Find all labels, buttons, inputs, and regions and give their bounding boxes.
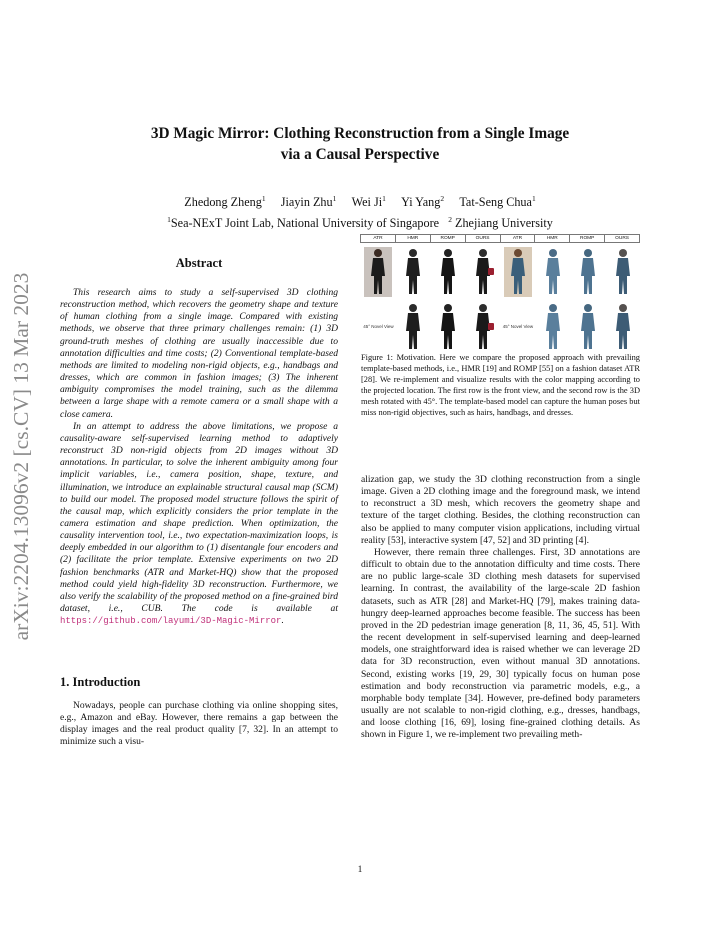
arxiv-stamp xyxy=(6,244,36,669)
abstract-paragraph-1: This research aims to study a self-supervised 3D clothing reconstruction method, which recovers the geometry shape and texture of human clothing from a single image. Compared with existing methods, we observe that three primary challenges remain: (1) 3D ground-truth meshes of clothing are usually inaccessible due to annotation difficulties and time costs; (2) Conventional template-based methods are limited to modeling non-rigid objects, e.g., handbags and dresses, which are common in fashion images; (3) The inherent ambiguity compromises the model training, such as the dilemma between a large shape with a remote camera or a small shape with a close camera. xyxy=(60,287,338,420)
figure-column-header: OURS xyxy=(465,234,501,243)
mesh-silhouette xyxy=(433,301,463,353)
mesh-silhouette xyxy=(538,301,568,353)
novel-view-label: 45° Novel View xyxy=(363,323,394,329)
paper-title xyxy=(0,123,720,165)
affil2-sup: 2 xyxy=(448,215,452,225)
figure-column-header: OURS xyxy=(604,234,640,243)
figure-cell xyxy=(501,300,536,353)
figure-column-header: ROMP xyxy=(569,234,605,243)
title-line-1: 3D Magic Mirror: Clothing Reconstruction from a Single Image xyxy=(150,125,570,142)
figure-cell xyxy=(605,300,640,353)
mesh-silhouette xyxy=(573,246,603,298)
figure-cell xyxy=(535,245,570,298)
figure-cell xyxy=(396,300,431,353)
author-name: Wei Ji xyxy=(351,195,383,210)
mesh-silhouette xyxy=(468,301,498,353)
figure-cell xyxy=(466,300,501,353)
author-affil-sup: 1 xyxy=(261,194,266,203)
author-name: Zhedong Zheng xyxy=(184,195,262,210)
novel-view-label: 45° Novel View xyxy=(502,323,534,329)
intro-paragraph-1: Nowadays, people can purchase clothing via online shopping sites, e.g., Amazon and eBay. However, there remains a gap between the display images and the real product quality [7, 32]. In an attempt to minimize such a visu- xyxy=(60,700,338,748)
right-paragraph-2: However, there remain three challenges. First, 3D annotations are difficult to obtain due to the annotation difficulty and time costs. There are no public large-scale 3D clothing mesh datasets for supervised learning. In contrast, the availability of the large-scale 2D fashion datasets, such as ATR [28] and Market-HQ [79], makes training data-hungry deep-learned approaches become feasible. The success has been proved in the 2D pedestrian image generation [8, 11, 36, 45, 51]. With the recent development in self-supervised learning and deep-learned models, one straightforward idea is raised whether we can leverage 2D data for 3D reconstruction, even without manual 3D annotations. Second, existing works [19, 29, 30] typically focus on human pose estimation and body reconstruction via parametric models, e.g., a morphable body template [34]. However, pre-defined body parameters usually are not scalable to non-rigid clothing, e.g., dresses, handbags, and loose clothing [16, 69], losing fine-grained clothing details. As shown in Figure 1, we re-implement two prevailing meth- xyxy=(361,546,640,741)
introduction-heading: 1. Introduction xyxy=(60,675,141,689)
mesh-silhouette xyxy=(433,246,463,298)
figure-cell xyxy=(361,300,396,353)
mesh-silhouette xyxy=(538,246,568,298)
figure-column-header: HMR xyxy=(395,234,431,243)
figure-column-header: ROMP xyxy=(430,234,466,243)
right-paragraph-1: alization gap, we study the 3D clothing reconstruction from a single image. Given a 2D clothing image and the foreground mask, we intend to reconstruct a 3D mesh, which recovers the geometry shape and texture of the target clothing. Besides, the clothing reconstruction can also be applied to many computer vision applications, including virtual reality [53], interactive system [47, 52] and 3D printing [4]. xyxy=(361,474,640,546)
figure-1-caption: Figure 1: Motivation. Here we compare the proposed approach with prevailing template-based methods, i.e., HMR [19] and ROMP [55] on a fashion dataset ATR [28]. We re-implement and visualize results with the color mapping according to the projected location. The first row is the front view, and the second row is the 3D mesh rotated with 45°. The template-based model can capture the human poses but miss non-rigid objectives, such as hairs, handbags, and dresses. xyxy=(361,353,640,417)
figure-cell xyxy=(361,245,396,298)
affil1-sup: 1 xyxy=(167,215,171,225)
abstract-paragraph-2 xyxy=(60,421,338,628)
figure-cell xyxy=(605,245,640,298)
figure-row-novel-view xyxy=(361,300,640,353)
author-affil-sup: 2 xyxy=(440,194,445,203)
figure-header-row xyxy=(361,234,640,243)
figure-cell xyxy=(570,300,605,353)
mesh-silhouette xyxy=(608,246,638,298)
figure-cell xyxy=(501,245,536,298)
title-line-2: via a Causal Perspective xyxy=(280,146,440,163)
abstract-heading: Abstract xyxy=(175,256,223,270)
figure-column-header: HMR xyxy=(534,234,570,243)
page-number: 1 xyxy=(357,865,363,875)
arxiv-stamp-text: arXiv:2204.13096v2 [cs.CV] 13 Mar 2023 xyxy=(9,272,33,641)
introduction-body xyxy=(60,700,338,749)
author-block xyxy=(0,190,720,232)
figure-cell xyxy=(535,300,570,353)
figure-cell xyxy=(431,300,466,353)
author-name: Jiayin Zhu xyxy=(280,195,333,210)
mesh-silhouette xyxy=(468,246,498,298)
mesh-silhouette xyxy=(608,301,638,353)
code-link[interactable]: https://github.com/layumi/3D-Magic-Mirror xyxy=(60,616,282,627)
figure-cell xyxy=(396,245,431,298)
right-column-body xyxy=(361,474,640,741)
mesh-silhouette xyxy=(398,301,428,353)
affiliations xyxy=(0,211,720,232)
author-affil-sup: 1 xyxy=(531,194,536,203)
figure-1 xyxy=(361,234,640,354)
abstract-paragraph-2-end: . xyxy=(281,615,284,627)
figure-column-header: ATR xyxy=(360,234,396,243)
author-list xyxy=(0,190,720,211)
figure-cell xyxy=(466,245,501,298)
author-name: Tat-Seng Chua xyxy=(459,195,532,210)
figure-cell xyxy=(431,245,466,298)
figure-column-header: ATR xyxy=(500,234,536,243)
abstract-paragraph-2-text: In an attempt to address the above limitations, we propose a causality-aware self-supervised learning method to adaptively reconstruct 3D non-rigid objects from 2D images without 3D annotations. In particular, to solve the inherent ambiguity among four implicit variables, i.e., camera position, shape, texture, and illumination, we introduce an explainable structural causal map (SCM) to build our model. The proposed model structure follows the spirit of the causal map, which explicitly considers the prior template in the camera estimation and shape prediction. When optimization, the causality intervention tool, i.e., two expectation-maximization loops, is deeply embedded in our algorithm to (1) disentangle four encoders and (2) facilitate the prior template. Extensive experiments on two 2D fashion benchmarks (ATR and Market-HQ) show that the proposed method could yield high-fidelity 3D reconstruction. Furthermore, we also verify the scalability of the proposed method on a fine-grained bird dataset, i.e., CUB. The code is available at xyxy=(60,420,338,615)
author-name: Yi Yang xyxy=(401,195,441,210)
author-affil-sup: 1 xyxy=(332,194,337,203)
mesh-silhouette xyxy=(398,246,428,298)
mesh-silhouette xyxy=(573,301,603,353)
affil1: Sea-NExT Joint Lab, National University of Singapore xyxy=(170,216,440,231)
figure-row-front-view xyxy=(361,245,640,298)
author-affil-sup: 1 xyxy=(382,194,386,203)
affil2: Zhejiang University xyxy=(455,216,553,231)
photo-silhouette xyxy=(503,246,533,298)
photo-silhouette xyxy=(363,246,393,298)
figure-cell xyxy=(570,245,605,298)
abstract-body xyxy=(60,287,338,627)
